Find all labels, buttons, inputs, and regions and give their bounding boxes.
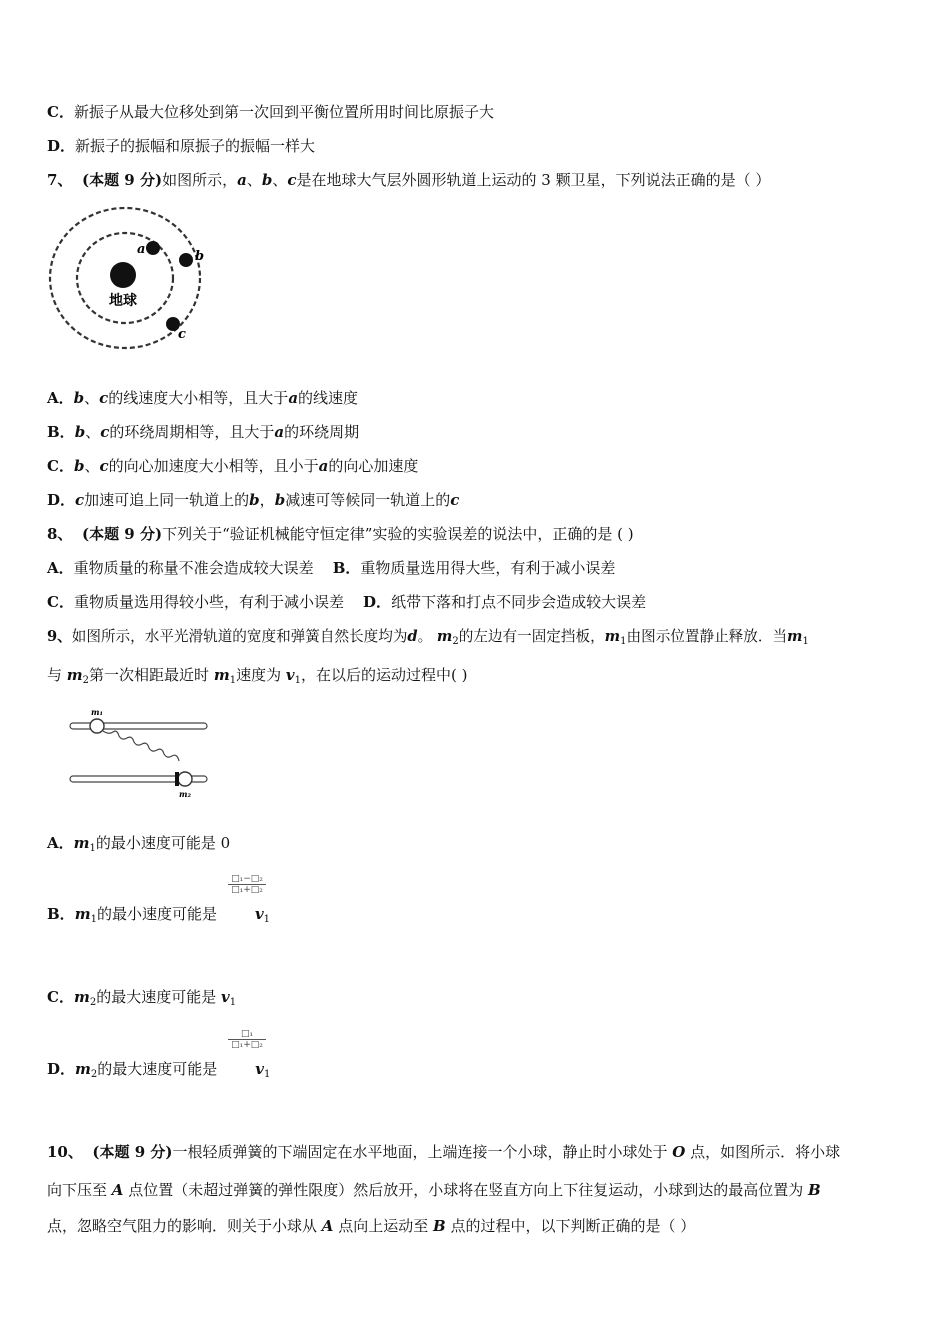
satellite-c-label: c	[178, 327, 186, 342]
q9-stem-line1: 9、如图所示，水平光滑轨道的宽度和弹簧自然长度均为d。 $m_2$的左边有一固定挡板，$m_1$由图示位置静止释放．当$m_1$	[47, 628, 809, 647]
label-m2: m₂	[179, 789, 191, 799]
satellite-a	[146, 241, 160, 255]
q9-option-a: A．$m_1$的最小速度可能是 0	[47, 834, 231, 854]
q10-line2: 向下压至 A 点位置（未超过弹簧的弹性限度）然后放开，小球将在竖直方向上下往复运动，小球到达的最高位置为 B	[47, 1181, 821, 1199]
satellite-b-label: b	[195, 249, 205, 264]
q6-option-d: D．新振子的振幅和原振子的振幅一样大	[47, 137, 316, 155]
q9-option-d: D．$m_2$的最大速度可能是 $v_1$	[47, 1060, 271, 1080]
fraction-d: □₁ □₁+□₂	[228, 1029, 266, 1050]
earth-label: 地球	[109, 293, 137, 309]
spring-track-figure	[65, 703, 215, 803]
q8-stem: 8、 (本题 9 分)下列关于“验证机械能守恒定律”实验的实验误差的说法中，正确的是 ( )	[47, 525, 634, 543]
earth	[110, 262, 136, 288]
q7-option-b: B．b、c的环绕周期相等，且大于a的环绕周期	[47, 423, 360, 441]
q10-line3: 点，忽略空气阻力的影响．则关于小球从 A 点向上运动至 B 点的过程中，以下判断正确的是（ ）	[47, 1217, 696, 1235]
label-m1: m₁	[91, 707, 103, 717]
stop-plate	[175, 772, 179, 786]
q6-option-c: C．新振子从最大位移处到第一次回到平衡位置所用时间比原振子大	[47, 103, 494, 121]
fraction-b: □₁−□₂ □₁+□₂	[228, 874, 266, 895]
q7-stem: 7、 (本题 9 分)如图所示，a、b、c是在地球大气层外圆形轨道上运动的 3 颗卫星，下列说法正确的是（ ）	[47, 171, 771, 189]
q9-option-b: B．$m_1$的最小速度可能是 $v_1$	[47, 905, 271, 925]
q9-option-c: C．$m_2$的最大速度可能是 $v_1$	[47, 988, 237, 1008]
q9-stem-line2: 与 $m_2$第一次相距最近时 $m_1$速度为 $v_1$，在以后的运动过程中( )	[47, 666, 468, 686]
spring	[103, 731, 179, 761]
q8-options-cd: C．重物质量选用得较小些，有利于减小误差 D．纸带下落和打点不同步会造成较大误差	[47, 593, 647, 611]
ball-m1	[90, 719, 104, 733]
q7-option-d: D．c加速可追上同一轨道上的b，b减速可等候同一轨道上的c	[47, 491, 460, 509]
q10-line1: 10、 (本题 9 分)一根轻质弹簧的下端固定在水平地面，上端连接一个小球，静止时小球处于 O 点，如图所示．将小球	[47, 1143, 841, 1161]
satellite-b	[179, 253, 193, 267]
q7-option-c: C．b、c的向心加速度大小相等，且小于a的向心加速度	[47, 457, 419, 475]
satellite-orbit-figure	[45, 200, 215, 360]
q7-option-a: A．b、c的线速度大小相等，且大于a的线速度	[47, 389, 359, 407]
q8-options-ab: A．重物质量的称量不准会造成较大误差 B．重物质量选用得大些，有利于减小误差	[47, 559, 616, 577]
satellite-a-label: a	[137, 242, 146, 257]
ball-m2	[178, 772, 192, 786]
